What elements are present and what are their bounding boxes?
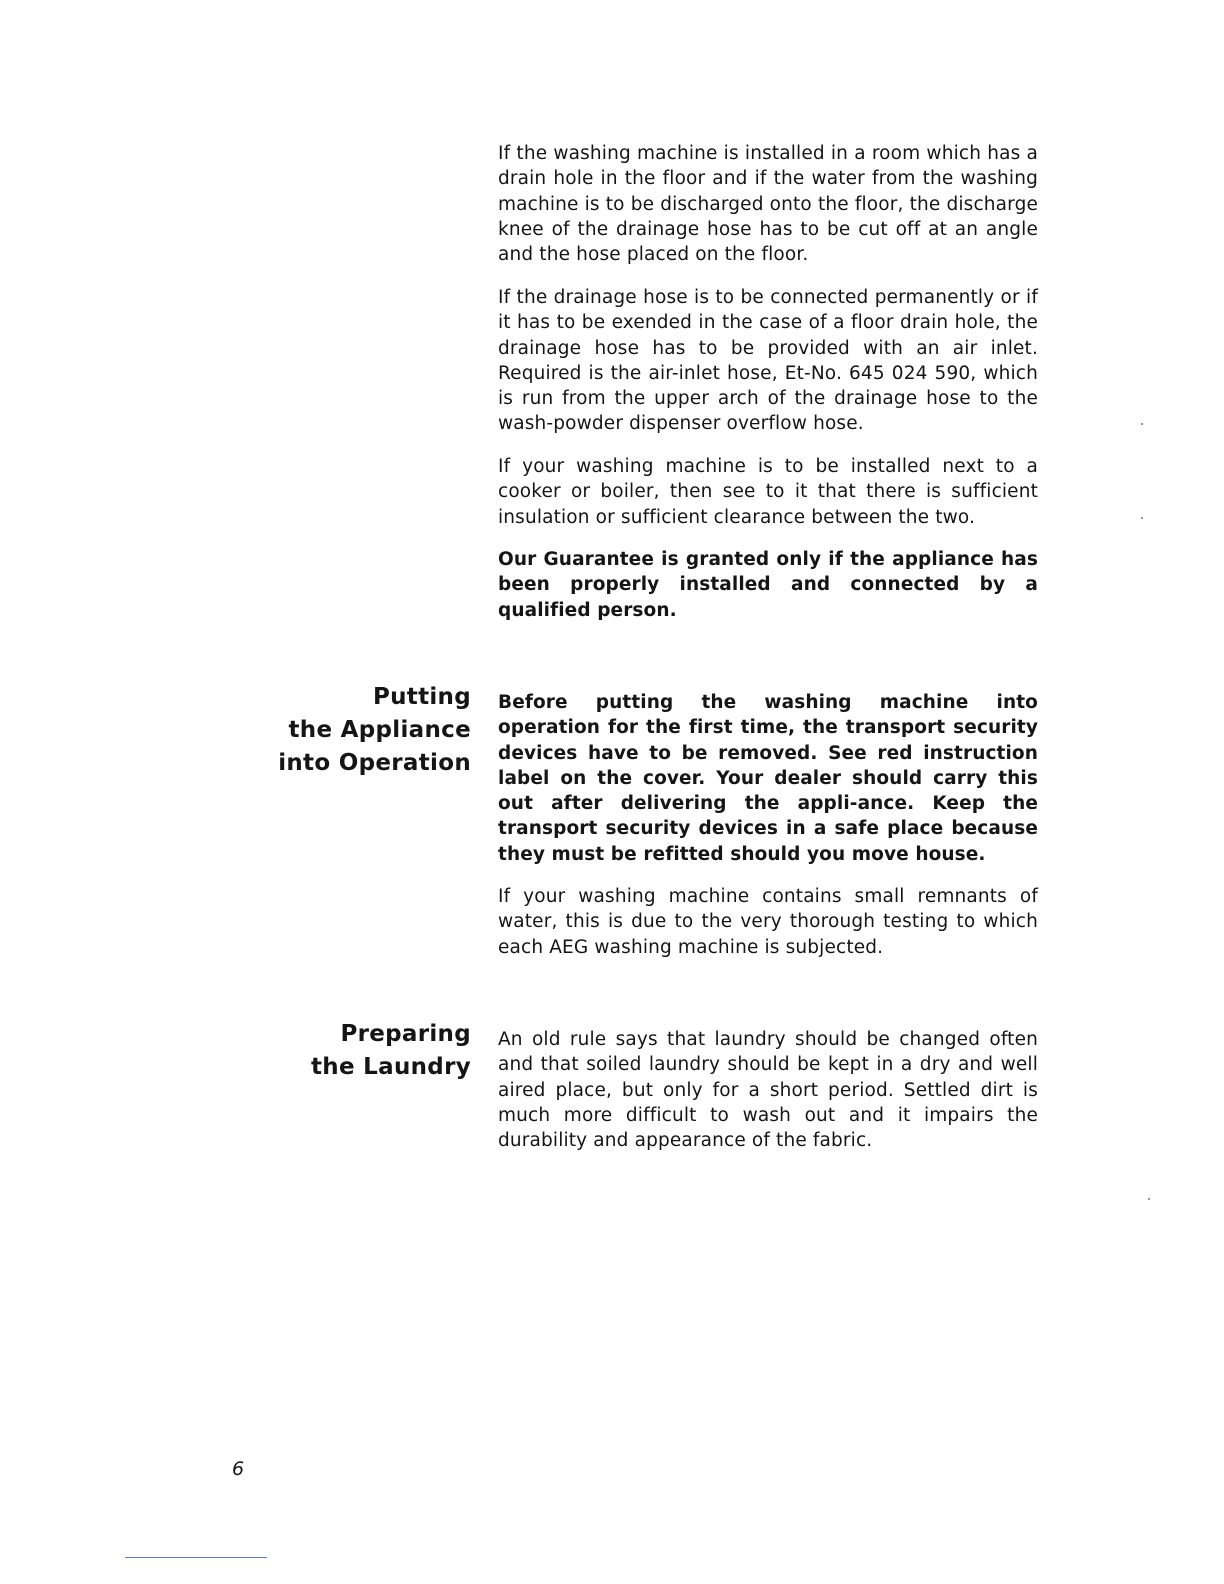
heading-line: into Operation — [278, 750, 471, 776]
scan-speck — [1141, 517, 1143, 519]
paragraph-guarantee: Our Guarantee is granted only if the appliance has been properly installed and connected by a qualified person. — [498, 549, 1038, 621]
paragraph-cooker-boiler: If your washing machine is to be installed next to a cooker or boiler, then see to it that there is sufficient insulation or sufficient clearance between the two. — [498, 456, 1038, 528]
page-number: 6 — [232, 1458, 245, 1480]
paragraph-drain-hole: If the washing machine is installed in a room which has a drain hole in the floor and if the water from the washing machine is to be discharged onto the floor, the discharge knee of the drainage hose has to be cut off at an angle and the hose placed on the floor. — [498, 143, 1038, 266]
heading-line: Preparing — [340, 1021, 471, 1047]
scan-edge-line — [125, 1557, 267, 1558]
heading-line: the Appliance — [288, 717, 471, 743]
heading-preparing-laundry — [311, 1018, 471, 1084]
heading-line: the Laundry — [311, 1054, 471, 1080]
paragraph-water-remnants: If your washing machine contains small remnants of water, this is due to the very thorough testing to which each AEG washing machine is subjected. — [498, 886, 1038, 958]
paragraph-transport-security: Before putting the washing machine into operation for the first time, the transport security devices have to be removed. See red instruction label on the cover. Your dealer should carry this out after delivering the appli-ance. Keep the transport security devices in a safe place because they must be refitted should you move house. — [498, 692, 1038, 865]
scan-speck — [1141, 423, 1143, 425]
heading-putting-into-operation — [278, 681, 471, 780]
heading-line: Putting — [372, 684, 471, 710]
paragraph-drainage-hose: If the drainage hose is to be connected permanently or if it has to be exended in the case of a floor drain hole, the drainage hose has to be provided with an air inlet. Required is the air-inlet hose, Et-No. 645 024 590, which is run from the upper arch of the drainage hose to the wash-powder dispenser overflow hose. — [498, 287, 1038, 435]
paragraph-old-rule: An old rule says that laundry should be changed often and that soiled laundry should be kept in a dry and well aired place, but only for a short period. Settled dirt is much more difficult to wash out and it impairs the durability and appearance of the fabric. — [498, 1029, 1038, 1152]
scan-speck — [1148, 1198, 1150, 1200]
